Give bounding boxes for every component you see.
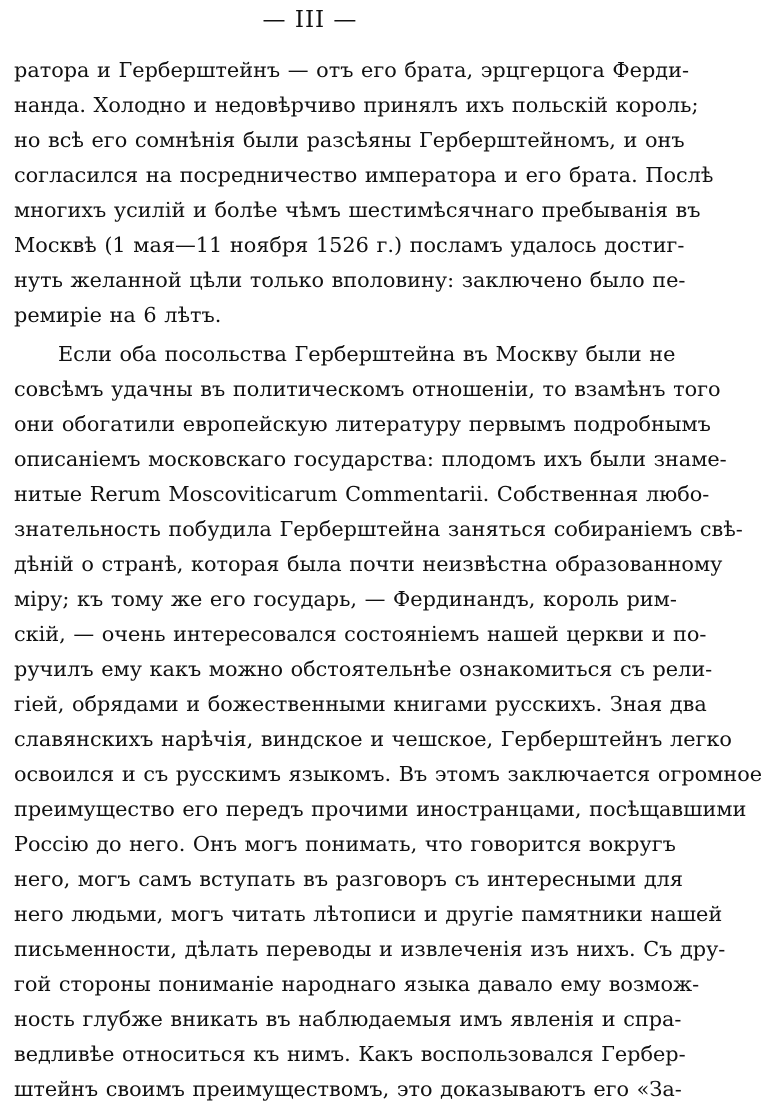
- text-line: Если оба посольства Герберштейна въ Москву были не: [58, 342, 676, 366]
- text-line: но всѣ его сомнѣнiя были разсѣяны Герберштейномъ, и онъ: [14, 128, 685, 152]
- paragraph-1: [14, 53, 714, 333]
- text-line: мiру; къ тому же его государь, — Фердинандъ, король рим-: [14, 587, 677, 611]
- text-line: него, могъ самъ вступать въ разговоръ съ интересными для: [14, 867, 684, 891]
- text-line: освоился и съ русскимъ языкомъ. Въ этомъ заключается огромное: [14, 762, 762, 786]
- text-line: письменности, дѣлать переводы и извлеченiя изъ нихъ. Съ дру-: [14, 937, 726, 961]
- text-line: ремирiе на 6 лѣтъ.: [14, 303, 222, 327]
- text-line: нанда. Холодно и недовѣрчиво принялъ ихъ польскiй король;: [14, 93, 699, 117]
- text-line: гой стороны пониманiе народнаго языка давало ему возмож-: [14, 972, 700, 996]
- text-line: ность глубже вникать въ наблюдаемыя имъ явленiя и спра-: [14, 1007, 682, 1031]
- text-line: знательность побудила Герберштейна заняться собиранiемъ свѣ-: [14, 517, 743, 541]
- paragraph-2: [14, 337, 762, 1107]
- page-body: [14, 53, 762, 1107]
- text-line: согласился на посредничество императора и его брата. Послѣ: [14, 163, 714, 187]
- text-line: Россiю до него. Онъ могъ понимать, что говорится вокругъ: [14, 832, 676, 856]
- text-line: славянскихъ нарѣчiя, виндское и чешское, Герберштейнъ легко: [14, 727, 732, 751]
- text-line: преимущество его передъ прочими иностранцами, посѣщавшими: [14, 797, 747, 821]
- text-line: него людьми, могъ читать лѣтописи и другiе памятники нашей: [14, 902, 723, 926]
- text-line: нуть желанной цѣли только вполовину: заключено было пе-: [14, 268, 686, 292]
- text-line: ручилъ ему какъ можно обстоятельнѣе ознакомиться съ рели-: [14, 657, 713, 681]
- text-line: Москвѣ (1 мая—11 ноября 1526 г.) посламъ удалось достиг-: [14, 233, 685, 257]
- text-line: дѣнiй о странѣ, которая была почти неизвѣстна образованному: [14, 552, 723, 576]
- text-line: нитые Rerum Moscoviticarum Commentarii. Собственная любо-: [14, 482, 710, 506]
- text-line: ведливѣе относиться къ нимъ. Какъ воспользовался Гербер-: [14, 1042, 686, 1066]
- text-line: гiей, обрядами и божественными книгами русскихъ. Зная два: [14, 692, 707, 716]
- text-line: они обогатили европейскую литературу первымъ подробнымъ: [14, 412, 711, 436]
- text-line: штейнъ своимъ преимуществомъ, это доказываютъ его «За-: [14, 1077, 682, 1101]
- page-number: — III —: [262, 7, 358, 33]
- text-line: многихъ усилiй и болѣе чѣмъ шестимѣсячнаго пребыванiя въ: [14, 198, 701, 222]
- text-line: ратора и Герберштейнъ — отъ его брата, эрцгерцога Ферди-: [14, 58, 689, 82]
- text-line: скiй, — очень интересовался состоянiемъ нашей церкви и по-: [14, 622, 707, 646]
- text-line: совсѣмъ удачны въ политическомъ отношенiи, то взамѣнъ того: [14, 377, 721, 401]
- text-line: описанiемъ московскаго государства: плодомъ ихъ были знаме-: [14, 447, 727, 471]
